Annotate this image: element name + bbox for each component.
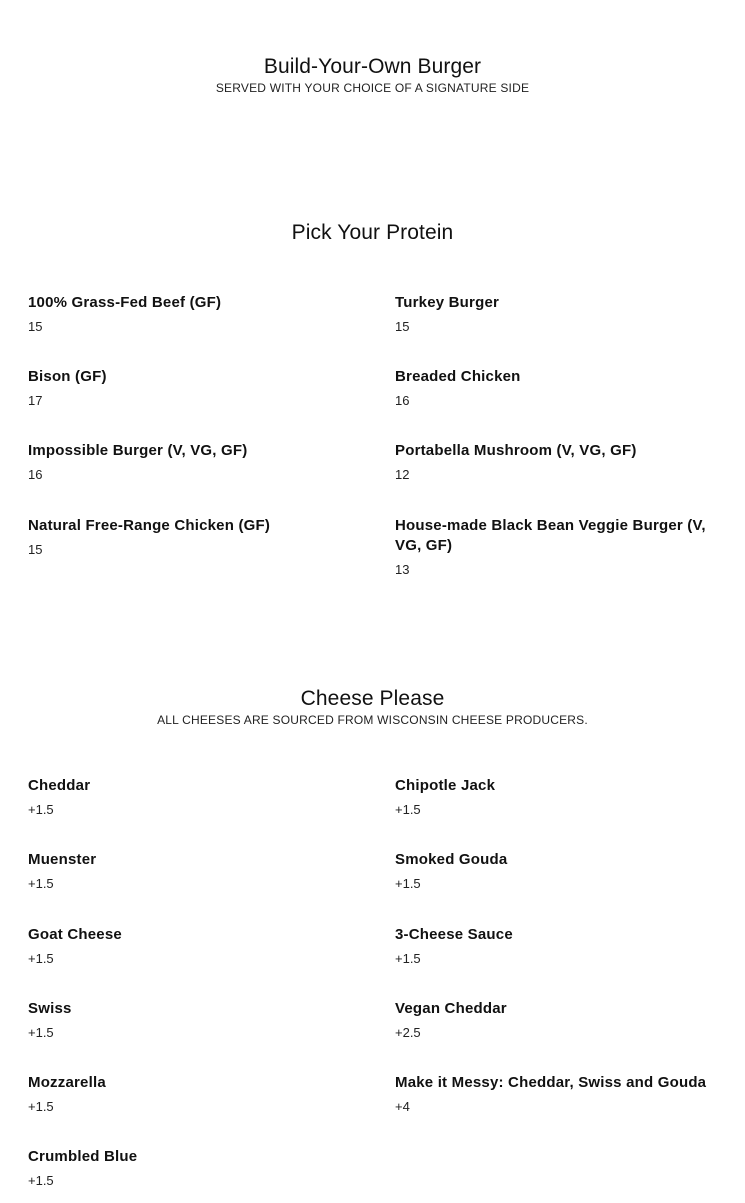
- protein-section-title: Pick Your Protein: [291, 221, 454, 244]
- item-price: 13: [395, 562, 410, 577]
- item-name: Portabella Mushroom (V, VG, GF): [395, 442, 637, 459]
- item-name: Smoked Gouda: [395, 851, 508, 868]
- item-price: +1.5: [28, 1099, 54, 1114]
- item-price: +1.5: [395, 951, 421, 966]
- menu-item-goat-cheese: [28, 925, 358, 967]
- menu-item-vegan-cheddar: [395, 999, 725, 1041]
- menu-item-black-bean-veggie-burger: [395, 516, 725, 578]
- menu-item-portabella-mushroom: [395, 441, 725, 483]
- protein-section-header: [0, 220, 745, 246]
- item-price: +2.5: [395, 1025, 421, 1040]
- item-name: Make it Messy: Cheddar, Swiss and Gouda: [395, 1074, 707, 1091]
- menu-item-make-it-messy: [395, 1073, 725, 1115]
- burger-section-subtitle: SERVED WITH YOUR CHOICE OF A SIGNATURE SIDE: [215, 81, 530, 95]
- menu-item-impossible-burger: [28, 441, 358, 483]
- item-name: Bison (GF): [28, 368, 107, 385]
- menu-item-mozzarella: [28, 1073, 358, 1115]
- item-name: Chipotle Jack: [395, 777, 496, 794]
- menu-item-free-range-chicken: [28, 516, 358, 558]
- item-price: +1.5: [28, 1173, 54, 1188]
- item-price: +1.5: [395, 802, 421, 817]
- item-price: +4: [395, 1099, 410, 1114]
- cheese-section-header: [0, 686, 745, 728]
- item-name: 100% Grass-Fed Beef (GF): [28, 294, 222, 311]
- menu-item-muenster: [28, 850, 358, 892]
- item-name: Muenster: [28, 851, 97, 868]
- item-name: Mozzarella: [28, 1074, 106, 1091]
- menu-item-swiss: [28, 999, 358, 1041]
- item-name: Natural Free-Range Chicken (GF): [28, 517, 271, 534]
- cheese-section-subtitle: ALL CHEESES ARE SOURCED FROM WISCONSIN CHEESE PRODUCERS.: [157, 713, 588, 727]
- item-price: 17: [28, 393, 43, 408]
- item-price: 15: [395, 319, 410, 334]
- burger-section-header: [0, 54, 745, 96]
- cheese-section-title: Cheese Please: [300, 687, 445, 710]
- item-price: +1.5: [28, 876, 54, 891]
- menu-item-turkey-burger: [395, 293, 725, 335]
- item-name: Impossible Burger (V, VG, GF): [28, 442, 248, 459]
- menu-item-chipotle-jack: [395, 776, 725, 818]
- item-name: 3-Cheese Sauce: [395, 926, 513, 943]
- item-name: Cheddar: [28, 777, 91, 794]
- item-name: Breaded Chicken: [395, 368, 521, 385]
- item-price: 16: [28, 467, 43, 482]
- item-price: +1.5: [28, 802, 54, 817]
- item-name: House-made Black Bean Veggie Burger (V, VG, GF): [395, 517, 706, 554]
- item-name: Swiss: [28, 1000, 72, 1017]
- menu-item-bison: [28, 367, 358, 409]
- item-name: Goat Cheese: [28, 926, 122, 943]
- item-price: +1.5: [395, 876, 421, 891]
- menu-item-cheddar: [28, 776, 358, 818]
- item-price: 15: [28, 542, 43, 557]
- menu-item-3-cheese-sauce: [395, 925, 725, 967]
- item-name: Crumbled Blue: [28, 1148, 138, 1165]
- item-price: 16: [395, 393, 410, 408]
- item-name: Vegan Cheddar: [395, 1000, 507, 1017]
- menu-item-grass-fed-beef: [28, 293, 358, 335]
- menu-item-crumbled-blue: [28, 1147, 358, 1189]
- item-price: +1.5: [28, 951, 54, 966]
- burger-section-title: Build-Your-Own Burger: [263, 55, 482, 78]
- item-name: Turkey Burger: [395, 294, 500, 311]
- menu-item-breaded-chicken: [395, 367, 725, 409]
- item-price: 12: [395, 467, 410, 482]
- item-price: 15: [28, 319, 43, 334]
- menu-item-smoked-gouda: [395, 850, 725, 892]
- item-price: +1.5: [28, 1025, 54, 1040]
